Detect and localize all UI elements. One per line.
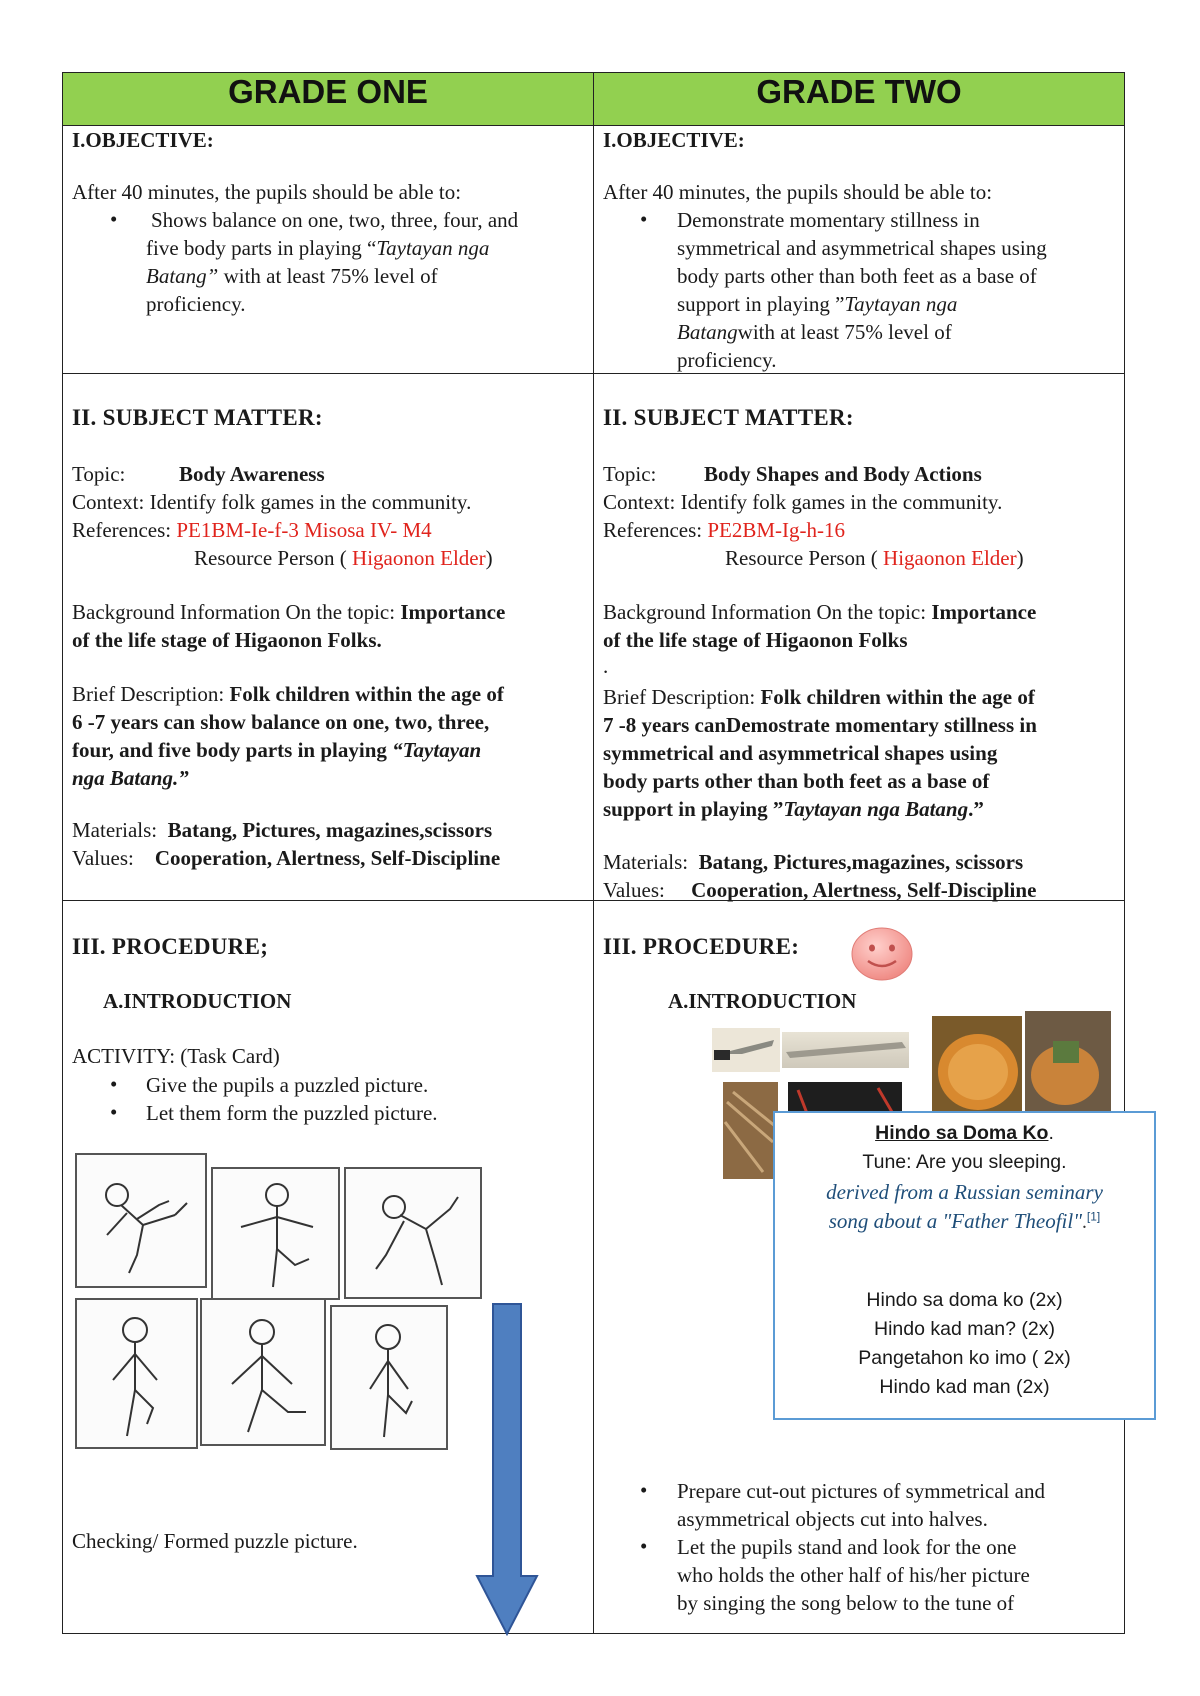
g2-objective-line1: Demonstrate momentary stillness in bbox=[677, 208, 980, 232]
puzzle-picture-1 bbox=[75, 1153, 207, 1288]
g1-objective-line2: five body parts in playing “Taytayan nga bbox=[146, 236, 490, 260]
g2-values: Values: Cooperation, Alertness, Self-Discipline bbox=[603, 878, 1037, 902]
rice-bowl-photo bbox=[1025, 1011, 1111, 1120]
g1-resource-person: Resource Person ( Higaonon Elder) bbox=[194, 546, 493, 570]
g1-values: Values: Cooperation, Alertness, Self-Discipline bbox=[72, 846, 501, 870]
g1-objective-intro: After 40 minutes, the pupils should be able to: bbox=[72, 180, 462, 204]
rice-bowl-image bbox=[1025, 1011, 1111, 1120]
song-line-2: Hindo kad man? (2x) bbox=[873, 1318, 1055, 1340]
song-line-4: Hindo kad man (2x) bbox=[879, 1376, 1050, 1398]
g1-context: Context: Identify folk games in the community. bbox=[72, 490, 472, 514]
bullet-icon: • bbox=[110, 207, 118, 231]
child-balance-drawing bbox=[346, 1169, 480, 1297]
wooden-plate-image bbox=[932, 1016, 1022, 1120]
g2-objective-line3: body parts other than both feet as a base of bbox=[677, 264, 1037, 288]
g2-brief-line2: 7 -8 years canDemostrate momentary stillness in bbox=[603, 713, 1037, 737]
g1-objective-line1: Shows balance on one, two, three, four, and bbox=[151, 208, 519, 232]
g2-brief-line4: body parts other than both feet as a base of bbox=[603, 769, 990, 793]
child-balance-drawing bbox=[202, 1300, 324, 1444]
puzzle-picture-6 bbox=[330, 1305, 448, 1450]
grade-one-header: GRADE ONE bbox=[63, 73, 594, 126]
bullet-icon: • bbox=[640, 207, 648, 231]
g1-activity: ACTIVITY: (Task Card) bbox=[72, 1044, 280, 1068]
g1-materials: Materials: Batang, Pictures, magazines,scissors bbox=[72, 818, 493, 842]
puzzle-picture-3 bbox=[344, 1167, 482, 1299]
g2-topic-label: Topic: bbox=[603, 462, 657, 486]
child-balance-drawing bbox=[332, 1307, 446, 1448]
g2-procedure-bullet2-line1: Let the pupils stand and look for the one bbox=[677, 1535, 1017, 1559]
g1-introduction: A.INTRODUCTION bbox=[103, 989, 292, 1013]
g1-background-line1: Background Information On the topic: Importance bbox=[72, 600, 506, 624]
blade-image bbox=[782, 1032, 909, 1068]
child-balance-drawing bbox=[77, 1155, 205, 1286]
g2-brief-line5: support in playing ”Taytayan nga Batang.” bbox=[603, 797, 984, 821]
g2-objective-line5: Batangwith at least 75% level of bbox=[677, 320, 952, 344]
song-line-3: Pangetahon ko imo ( 2x) bbox=[858, 1347, 1071, 1369]
g2-dot: . bbox=[603, 654, 609, 678]
puzzle-picture-2 bbox=[211, 1167, 340, 1300]
g2-materials: Materials: Batang, Pictures,magazines, scissors bbox=[603, 850, 1024, 874]
g1-objective-line4: proficiency. bbox=[146, 292, 246, 316]
g1-brief-line1: Brief Description: Folk children within the age of bbox=[72, 682, 504, 706]
g1-background-line2: of the life stage of Higaonon Folks. bbox=[72, 628, 382, 652]
bullet-icon: • bbox=[640, 1478, 648, 1502]
g1-objective-line3: Batang” with at least 75% level of bbox=[146, 264, 438, 288]
g1-topic-label: Topic: bbox=[72, 462, 126, 486]
g2-procedure-bullet2-line3: by singing the song below to the tune of bbox=[677, 1591, 1015, 1615]
baskets-image bbox=[723, 1082, 778, 1179]
g2-objective-line4: support in playing ”Taytayan nga bbox=[677, 292, 958, 316]
wooden-plate-photo bbox=[932, 1016, 1022, 1120]
knife-photo bbox=[712, 1028, 780, 1072]
g1-brief-line2: 6 -7 years can show balance on one, two, three, bbox=[72, 710, 490, 734]
g2-background-line2: of the life stage of Higaonon Folks bbox=[603, 628, 908, 652]
g1-subject-heading: II. SUBJECT MATTER: bbox=[72, 405, 323, 430]
baskets-photo bbox=[723, 1082, 778, 1179]
g2-references: References: PE2BM-Ig-h-16 bbox=[603, 518, 846, 542]
smiley-face-icon bbox=[850, 925, 914, 983]
child-balance-drawing bbox=[77, 1300, 196, 1447]
g1-objective-heading: I.OBJECTIVE: bbox=[72, 128, 214, 152]
knife-image bbox=[712, 1028, 780, 1072]
g2-brief-line1: Brief Description: Folk children within the age of bbox=[603, 685, 1035, 709]
song-title: Hindo sa Doma Ko. bbox=[875, 1122, 1054, 1144]
puzzle-picture-4 bbox=[75, 1298, 198, 1449]
bullet-icon: • bbox=[110, 1100, 118, 1124]
blade-photo bbox=[782, 1032, 909, 1068]
g1-references: References: PE1BM-Ie-f-3 Misosa IV- M4 bbox=[72, 518, 432, 542]
down-arrow-icon bbox=[475, 1302, 539, 1636]
g2-resource-person: Resource Person ( Higaonon Elder) bbox=[725, 546, 1024, 570]
g1-checking: Checking/ Formed puzzle picture. bbox=[72, 1529, 358, 1553]
g1-topic: Body Awareness bbox=[179, 462, 325, 486]
g2-procedure-bullet2-line2: who holds the other half of his/her picture bbox=[677, 1563, 1030, 1587]
g2-context: Context: Identify folk games in the community. bbox=[603, 490, 1003, 514]
g2-objective-line6: proficiency. bbox=[677, 348, 777, 372]
bullet-icon: • bbox=[640, 1534, 648, 1558]
bullet-icon: • bbox=[110, 1072, 118, 1096]
g1-procedure-bullet2: Let them form the puzzled picture. bbox=[146, 1101, 438, 1125]
g2-topic: Body Shapes and Body Actions bbox=[704, 462, 982, 486]
g2-procedure-bullet1-line1: Prepare cut-out pictures of symmetrical and bbox=[677, 1479, 1045, 1503]
g2-introduction: A.INTRODUCTION bbox=[668, 989, 857, 1013]
g2-procedure-bullet1-line2: asymmetrical objects cut into halves. bbox=[677, 1507, 988, 1531]
g2-brief-line3: symmetrical and asymmetrical shapes using bbox=[603, 741, 998, 765]
g2-objective-line2: symmetrical and asymmetrical shapes using bbox=[677, 236, 1047, 260]
g1-brief-line3: four, and five body parts in playing “Taytayan bbox=[72, 738, 482, 762]
g1-procedure-bullet1: Give the pupils a puzzled picture. bbox=[146, 1073, 429, 1097]
child-balance-drawing bbox=[213, 1169, 338, 1298]
g2-background-line1: Background Information On the topic: Importance bbox=[603, 600, 1037, 624]
footnote-link[interactable]: [1] bbox=[1086, 1209, 1101, 1224]
g2-objective-intro: After 40 minutes, the pupils should be able to: bbox=[603, 180, 993, 204]
song-tune: Tune: Are you sleeping. bbox=[862, 1151, 1067, 1173]
song-derived-line1: derived from a Russian seminary bbox=[826, 1180, 1103, 1204]
g1-procedure-heading: III. PROCEDURE; bbox=[72, 934, 269, 959]
puzzle-picture-5 bbox=[200, 1298, 326, 1446]
g1-brief-line4: nga Batang.” bbox=[72, 766, 189, 790]
grade-two-header: GRADE TWO bbox=[594, 73, 1125, 126]
song-derived-line2: song about a "Father Theofil".[1] bbox=[828, 1209, 1101, 1233]
song-line-1: Hindo sa doma ko (2x) bbox=[866, 1289, 1063, 1311]
song-text-box bbox=[773, 1111, 1156, 1420]
g2-objective-heading: I.OBJECTIVE: bbox=[603, 128, 745, 152]
g2-subject-heading: II. SUBJECT MATTER: bbox=[603, 405, 854, 430]
g2-procedure-heading: III. PROCEDURE: bbox=[603, 934, 800, 959]
